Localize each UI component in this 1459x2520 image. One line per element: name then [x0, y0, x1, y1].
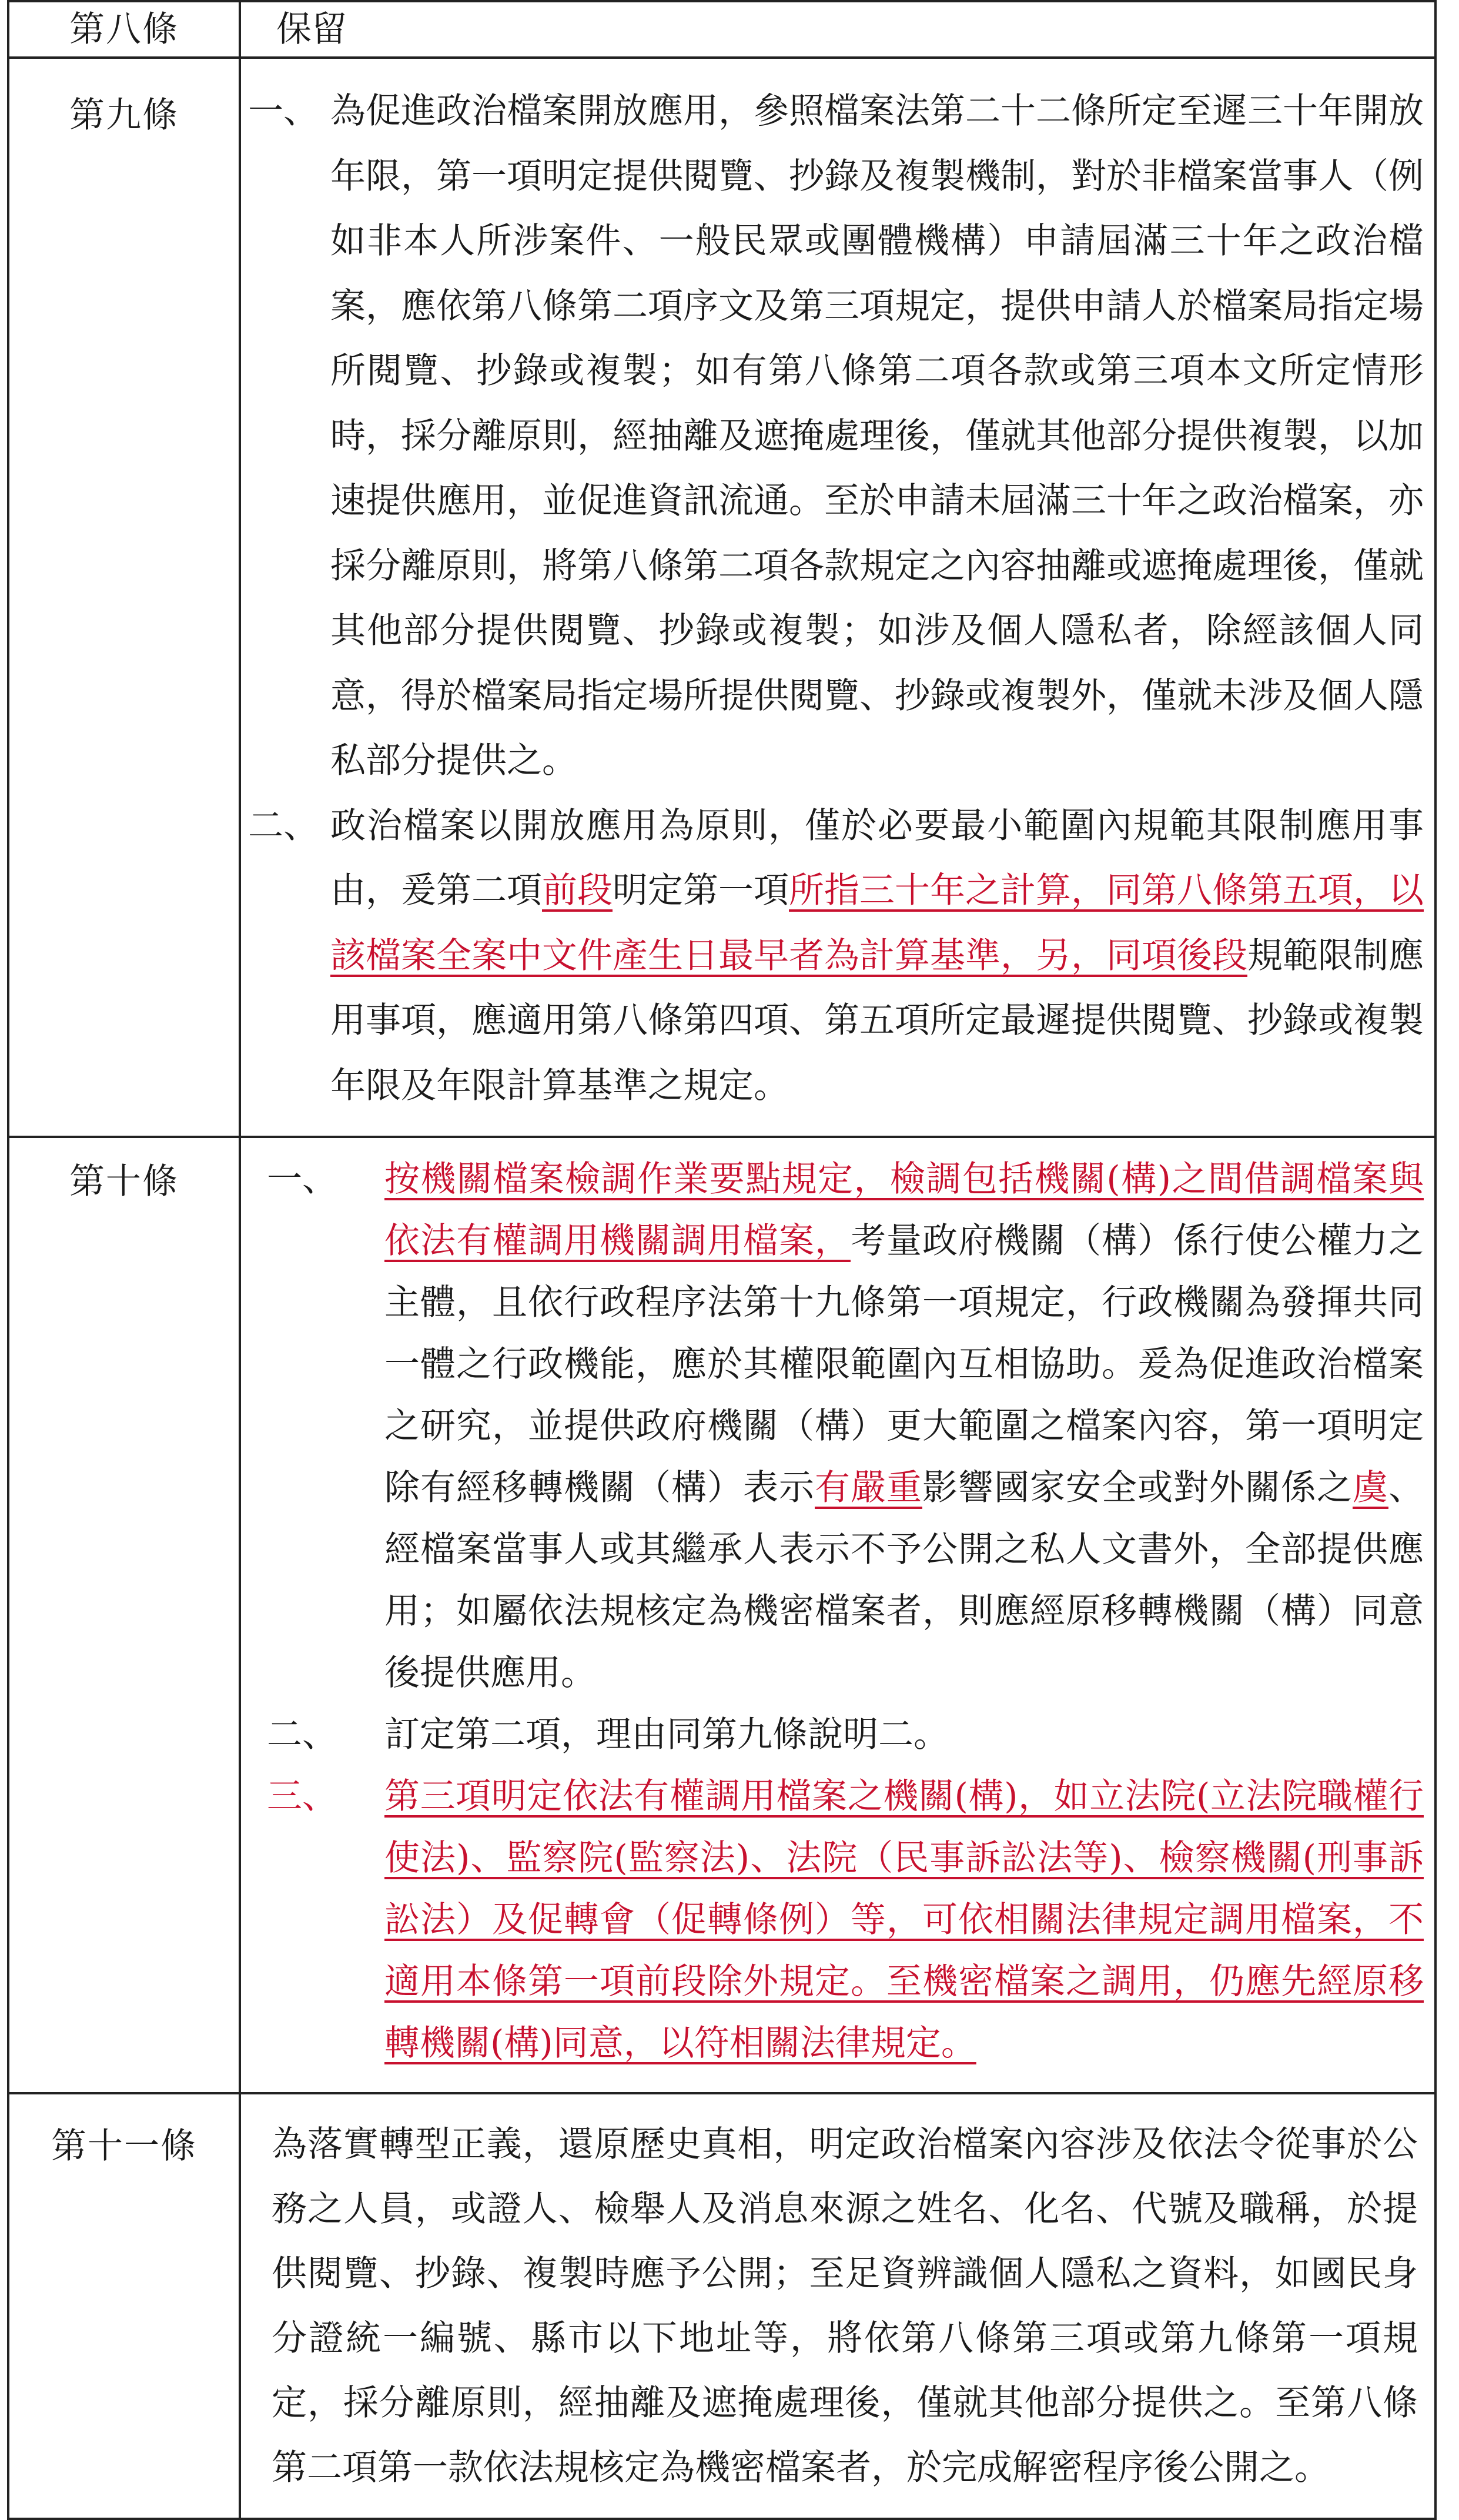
article-explanation	[240, 1137, 1435, 2093]
amended-text: 按機關檔案檢調作業要點規定，檢調包括機關(構)之間借調檔案與依法有權調用機關調用檔案，	[384, 1159, 1424, 1261]
article-explanation	[240, 58, 1435, 1137]
text-segment: 政治檔案以開放應用為原則，僅於必要最小範圍內規範其限制應用事由，爰第二項	[330, 805, 1424, 911]
item-text: 為促進政治檔案開放應用，參照檔案法第二十二條所定至遲三十年開放年限，第一項明定提供閱覽、抄錄及複製機制，對於非檔案當事人（例如非本人所涉案件、一般民眾或團體機構）申請屆滿三十年之政治檔案，應依第八條第二項序文及第三項規定，提供申請人於檔案局指定場所閱覽、抄錄或複製；如有第八條第二項各款或第三項本文所定情形時，採分離原則，經抽離及遮掩處理後，僅就其他部分提供複製，以加速提供應用，並促進資訊流通。至於申請未屆滿三十年之政治檔案，亦採分離原則，將第八條第二項各款規定之內容抽離或遮掩處理後，僅就其他部分提供閱覽、抄錄或複製；如涉及個人隱私者，除經該個人同意，得於檔案局指定場所提供閱覽、抄錄或複製外，僅就未涉及個人隱私部分提供之。	[330, 91, 1424, 781]
article-label: 第十一條	[8, 2093, 240, 2519]
explanation-table	[7, 0, 1437, 2520]
article-text: 為落實轉型正義，還原歷史真相，明定政治檔案內容涉及依法令從事於公務之人員，或證人、檢舉人及消息來源之姓名、化名、代號及職稱，於提供閱覽、抄錄、複製時應予公開；至足資辨識個人隱私之資料，如國民身分證統一編號、縣市以下地址等，將依第八條第三項或第九條第一項規定，採分離原則，經抽離及遮掩處理後，僅就其他部分提供之。至第八條第二項第一款依法規核定為機密檔案者，於完成解密程序後公開之。	[240, 2093, 1435, 2519]
table-row-article-10	[8, 1137, 1435, 2093]
table-row-article-9	[8, 58, 1435, 1137]
item-text	[330, 794, 1434, 1119]
amended-text: 第三項明定依法有權調用檔案之機關(構)，如立法院(立法院職權行使法)、監察院(監察法)、法院（民事訴訟法等)、檢察機關(刑事訴訟法）及促轉會（促轉條例）等，可依相關法律規定調用檔案，不適用本條第一項前段除外規定。至機密檔案之調用，仍應先經原移轉機關(構)同意，以符相關法律規定。	[384, 1776, 1424, 2064]
text-segment: 考量政府機關（構）係行使公權力之主體，且依行政程序法第十九條第一項規定，行政機關為發揮共同一體之行政機能，應於其權限範圍內互相協助。爰為促進政治檔案之研究，並提供政府機關（構）更大範圍之檔案內容，第一項明定除有經移轉機關（構）表示	[384, 1220, 1424, 1508]
item-number: 一、	[267, 1159, 337, 1200]
article-text: 保留	[240, 1, 1435, 58]
article-label: 第九條	[8, 58, 240, 1137]
text-segment: 規範限制應用事項，應適用第八條第四項、第五項所定最遲提供閱覽、抄錄或複製年限及年限計算基準之規定。	[330, 935, 1424, 1106]
text-segment: 明定第一項	[613, 870, 789, 911]
item-number: 三、	[267, 1776, 337, 1817]
explanation-item-2	[241, 794, 1434, 1119]
explanation-item-2	[241, 1704, 1434, 1766]
amended-text: 虞	[1353, 1467, 1388, 1508]
item-text	[384, 1766, 1434, 2074]
item-text	[384, 1149, 1434, 1704]
amended-text: 前段	[542, 870, 613, 911]
explanation-item-1	[241, 1149, 1434, 1704]
table-row-article-11	[8, 2093, 1435, 2519]
item-number: 二、	[248, 805, 319, 846]
item-number: 二、	[267, 1714, 337, 1755]
article-label: 第八條	[8, 1, 240, 58]
amended-text: 有嚴重	[815, 1467, 922, 1508]
explanation-item-3	[241, 1766, 1434, 2074]
table-row-article-8	[8, 1, 1435, 58]
text-segment: 、經檔案當事人或其繼承人表示不予公開之私人文書外，全部提供應用；如屬依法規核定為機密檔案者，則應經原移轉機關（構）同意後提供應用。	[384, 1467, 1424, 1694]
item-number: 一、	[248, 91, 319, 132]
amended-text: 所指三十年之計算，同第八條第五項，以該檔案全案中文件產生日最早者為計算基準，另，同項後段	[330, 870, 1424, 976]
text-segment: 影響國家安全或對外關係之	[922, 1467, 1353, 1508]
article-label: 第十條	[8, 1137, 240, 2093]
item-text: 訂定第二項，理由同第九條說明二。	[384, 1714, 949, 1755]
explanation-item-1	[241, 79, 1434, 794]
document-page	[7, 0, 1437, 2520]
